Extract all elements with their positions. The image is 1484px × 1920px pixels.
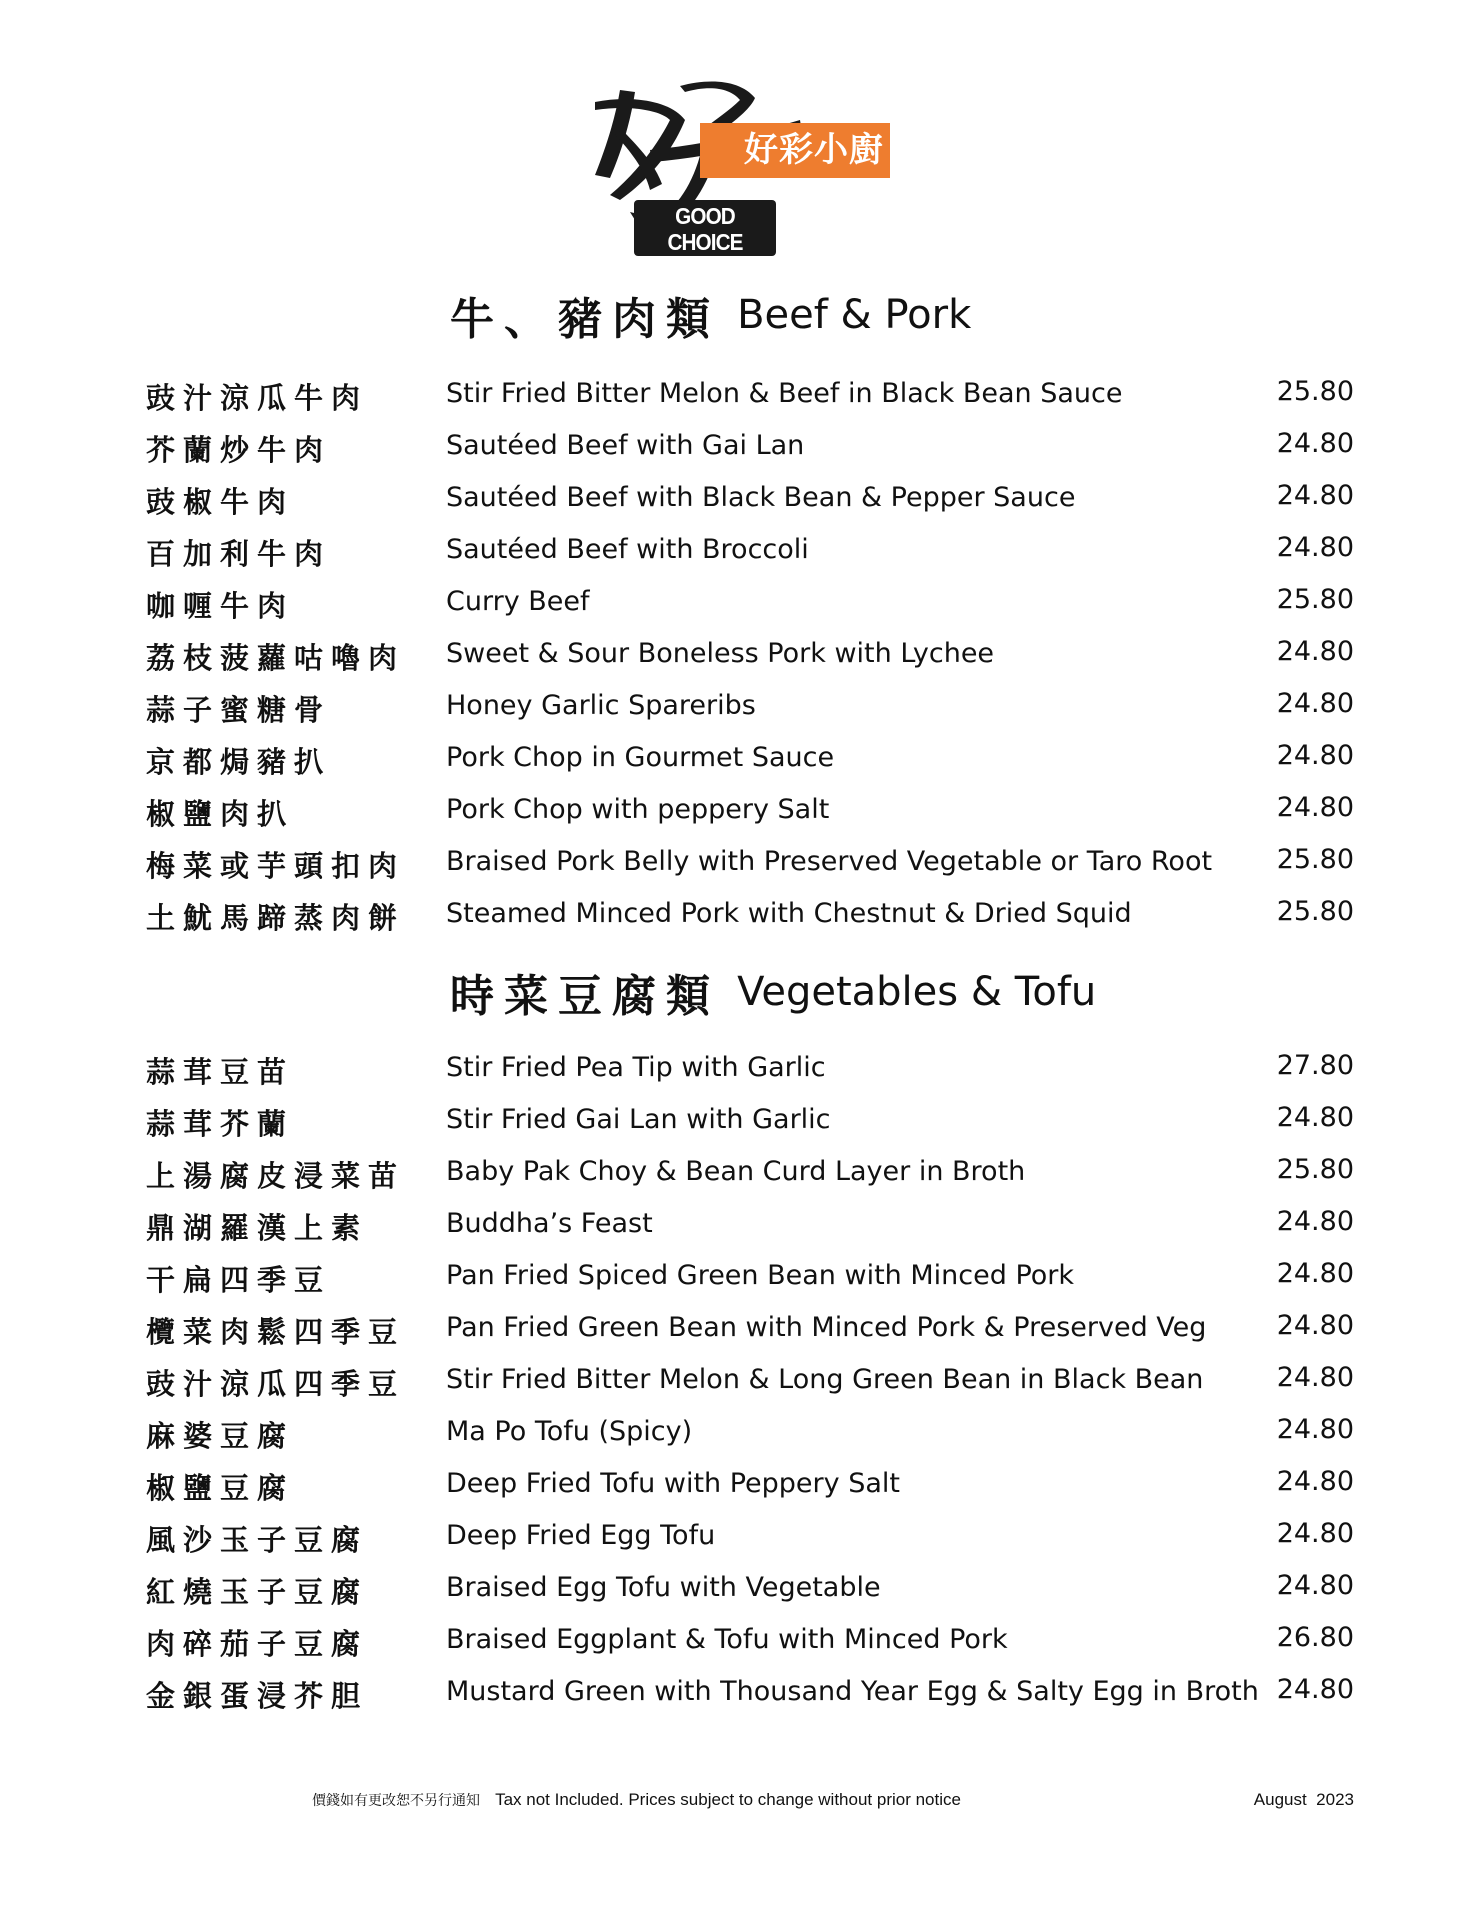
item-name-en: Pan Fried Green Bean with Minced Pork & Preserved Veg bbox=[446, 1312, 1207, 1343]
section-title-en: Beef & Pork bbox=[737, 292, 972, 338]
item-price: 24.80 bbox=[1276, 428, 1354, 459]
item-name-zh: 風沙玉子豆腐 bbox=[146, 1523, 369, 1557]
item-name-en: Stir Fried Pea Tip with Garlic bbox=[446, 1052, 826, 1083]
menu-item bbox=[0, 1096, 1484, 1146]
menu-item bbox=[0, 1356, 1484, 1406]
item-name-zh: 百加利牛肉 bbox=[146, 537, 332, 571]
item-name-zh: 椒鹽肉扒 bbox=[146, 797, 295, 831]
menu-item bbox=[0, 370, 1484, 420]
item-name-en: Deep Fried Tofu with Peppery Salt bbox=[446, 1468, 900, 1499]
menu-item bbox=[0, 1668, 1484, 1718]
item-price: 24.80 bbox=[1276, 480, 1354, 511]
footer-note bbox=[312, 1790, 961, 1810]
section-title-beef-pork bbox=[450, 283, 971, 343]
item-name-en: Sweet & Sour Boneless Pork with Lychee bbox=[446, 638, 995, 669]
item-name-zh: 上湯腐皮浸菜苗 bbox=[146, 1159, 406, 1193]
item-name-zh: 京都焗豬扒 bbox=[146, 745, 332, 779]
item-name-en: Pan Fried Spiced Green Bean with Minced Pork bbox=[446, 1260, 1075, 1291]
item-name-zh: 土魷馬蹄蒸肉餅 bbox=[146, 901, 406, 935]
menu-item bbox=[0, 1304, 1484, 1354]
logo-english-plate bbox=[634, 200, 776, 273]
item-name-en: Sautéed Beef with Black Bean & Pepper Sauce bbox=[446, 482, 1076, 513]
item-name-en: Stir Fried Gai Lan with Garlic bbox=[446, 1104, 831, 1135]
item-price: 25.80 bbox=[1276, 896, 1354, 927]
item-name-zh: 梅菜或芋頭扣肉 bbox=[146, 849, 406, 883]
menu-item bbox=[0, 1460, 1484, 1510]
item-price: 25.80 bbox=[1276, 844, 1354, 875]
menu-item bbox=[0, 526, 1484, 576]
item-name-en: Sautéed Beef with Gai Lan bbox=[446, 430, 805, 461]
item-name-en: Ma Po Tofu (Spicy) bbox=[446, 1416, 693, 1447]
menu-item bbox=[0, 1044, 1484, 1094]
menu-item bbox=[0, 1616, 1484, 1666]
item-name-en: Honey Garlic Spareribs bbox=[446, 690, 756, 721]
item-price: 24.80 bbox=[1276, 532, 1354, 563]
item-name-en: Pork Chop with peppery Salt bbox=[446, 794, 830, 825]
item-name-zh: 荔枝菠蘿咕嚕肉 bbox=[146, 641, 406, 675]
menu-item bbox=[0, 422, 1484, 472]
item-name-zh: 金銀蛋浸芥胆 bbox=[146, 1679, 369, 1713]
item-price: 25.80 bbox=[1276, 1154, 1354, 1185]
menu-item bbox=[0, 786, 1484, 836]
item-name-zh: 芥蘭炒牛肉 bbox=[146, 433, 332, 467]
item-name-zh: 豉汁涼瓜四季豆 bbox=[146, 1367, 406, 1401]
item-price: 26.80 bbox=[1276, 1622, 1354, 1653]
section-title-vegetables-tofu bbox=[450, 960, 1096, 1020]
section-title-zh: 時菜豆腐類 bbox=[450, 971, 720, 1022]
item-name-en: Mustard Green with Thousand Year Egg & Salty Egg in Broth bbox=[446, 1676, 1259, 1707]
item-price: 24.80 bbox=[1276, 1102, 1354, 1133]
item-price: 24.80 bbox=[1276, 636, 1354, 667]
footer-note-zh: 價錢如有更改恕不另行通知 bbox=[312, 1793, 480, 1809]
item-name-en: Stir Fried Bitter Melon & Beef in Black Bean Sauce bbox=[446, 378, 1123, 409]
menu-item bbox=[0, 890, 1484, 940]
item-name-en: Baby Pak Choy & Bean Curd Layer in Broth bbox=[446, 1156, 1026, 1187]
section-title-en: Vegetables & Tofu bbox=[737, 969, 1097, 1015]
item-name-zh: 鼎湖羅漢上素 bbox=[146, 1211, 369, 1245]
item-price: 24.80 bbox=[1276, 1310, 1354, 1341]
item-name-zh: 蒜茸豆苗 bbox=[146, 1055, 295, 1089]
item-name-en: Braised Pork Belly with Preserved Vegetable or Taro Root bbox=[446, 846, 1213, 877]
menu-item bbox=[0, 838, 1484, 888]
item-price: 24.80 bbox=[1276, 1674, 1354, 1705]
menu-item bbox=[0, 578, 1484, 628]
menu-item bbox=[0, 1148, 1484, 1198]
item-name-zh: 肉碎茄子豆腐 bbox=[146, 1627, 369, 1661]
item-price: 24.80 bbox=[1276, 1206, 1354, 1237]
item-name-en: Braised Egg Tofu with Vegetable bbox=[446, 1572, 881, 1603]
item-name-zh: 干扁四季豆 bbox=[146, 1263, 332, 1297]
menu-item bbox=[0, 1408, 1484, 1458]
menu-item bbox=[0, 1252, 1484, 1302]
item-name-zh: 麻婆豆腐 bbox=[146, 1419, 295, 1453]
item-name-zh: 豉汁涼瓜牛肉 bbox=[146, 381, 369, 415]
item-name-en: Braised Eggplant & Tofu with Minced Pork bbox=[446, 1624, 1008, 1655]
item-price: 24.80 bbox=[1276, 1414, 1354, 1445]
item-price: 27.80 bbox=[1276, 1050, 1354, 1081]
item-price: 24.80 bbox=[1276, 1570, 1354, 1601]
item-name-en: Deep Fried Egg Tofu bbox=[446, 1520, 716, 1551]
item-name-en: Curry Beef bbox=[446, 586, 590, 617]
section-title-zh: 牛、豬肉類 bbox=[450, 294, 720, 345]
item-price: 25.80 bbox=[1276, 584, 1354, 615]
item-name-zh: 欖菜肉鬆四季豆 bbox=[146, 1315, 406, 1349]
item-name-zh: 紅燒玉子豆腐 bbox=[146, 1575, 369, 1609]
menu-item bbox=[0, 1512, 1484, 1562]
logo-name-line1: GOOD CHOICE bbox=[667, 203, 743, 255]
item-name-zh: 椒鹽豆腐 bbox=[146, 1471, 295, 1505]
logo-chinese-banner: 好彩小廚 bbox=[700, 123, 890, 178]
menu-item bbox=[0, 474, 1484, 524]
item-name-en: Buddha’s Feast bbox=[446, 1208, 653, 1239]
restaurant-logo bbox=[590, 80, 890, 273]
item-price: 25.80 bbox=[1276, 376, 1354, 407]
item-name-en: Steamed Minced Pork with Chestnut & Dried Squid bbox=[446, 898, 1132, 929]
item-name-zh: 蒜子蜜糖骨 bbox=[146, 693, 332, 727]
menu-item bbox=[0, 1200, 1484, 1250]
logo-name-line2: RESTAURANT bbox=[645, 256, 765, 273]
menu-item bbox=[0, 734, 1484, 784]
item-price: 24.80 bbox=[1276, 1518, 1354, 1549]
item-price: 24.80 bbox=[1276, 1258, 1354, 1289]
menu-item bbox=[0, 682, 1484, 732]
item-name-zh: 蒜茸芥蘭 bbox=[146, 1107, 295, 1141]
menu-item bbox=[0, 1564, 1484, 1614]
item-name-zh: 咖喱牛肉 bbox=[146, 589, 295, 623]
item-price: 24.80 bbox=[1276, 688, 1354, 719]
footer-date: August 2023 bbox=[1253, 1790, 1354, 1809]
item-name-en: Sautéed Beef with Broccoli bbox=[446, 534, 809, 565]
item-price: 24.80 bbox=[1276, 740, 1354, 771]
footer-note-en: Tax not Included. Prices subject to change without prior notice bbox=[495, 1790, 961, 1809]
item-price: 24.80 bbox=[1276, 1362, 1354, 1393]
item-price: 24.80 bbox=[1276, 1466, 1354, 1497]
item-name-zh: 豉椒牛肉 bbox=[146, 485, 295, 519]
item-name-en: Pork Chop in Gourmet Sauce bbox=[446, 742, 835, 773]
item-price: 24.80 bbox=[1276, 792, 1354, 823]
item-name-en: Stir Fried Bitter Melon & Long Green Bean in Black Bean bbox=[446, 1364, 1204, 1395]
menu-item bbox=[0, 630, 1484, 680]
